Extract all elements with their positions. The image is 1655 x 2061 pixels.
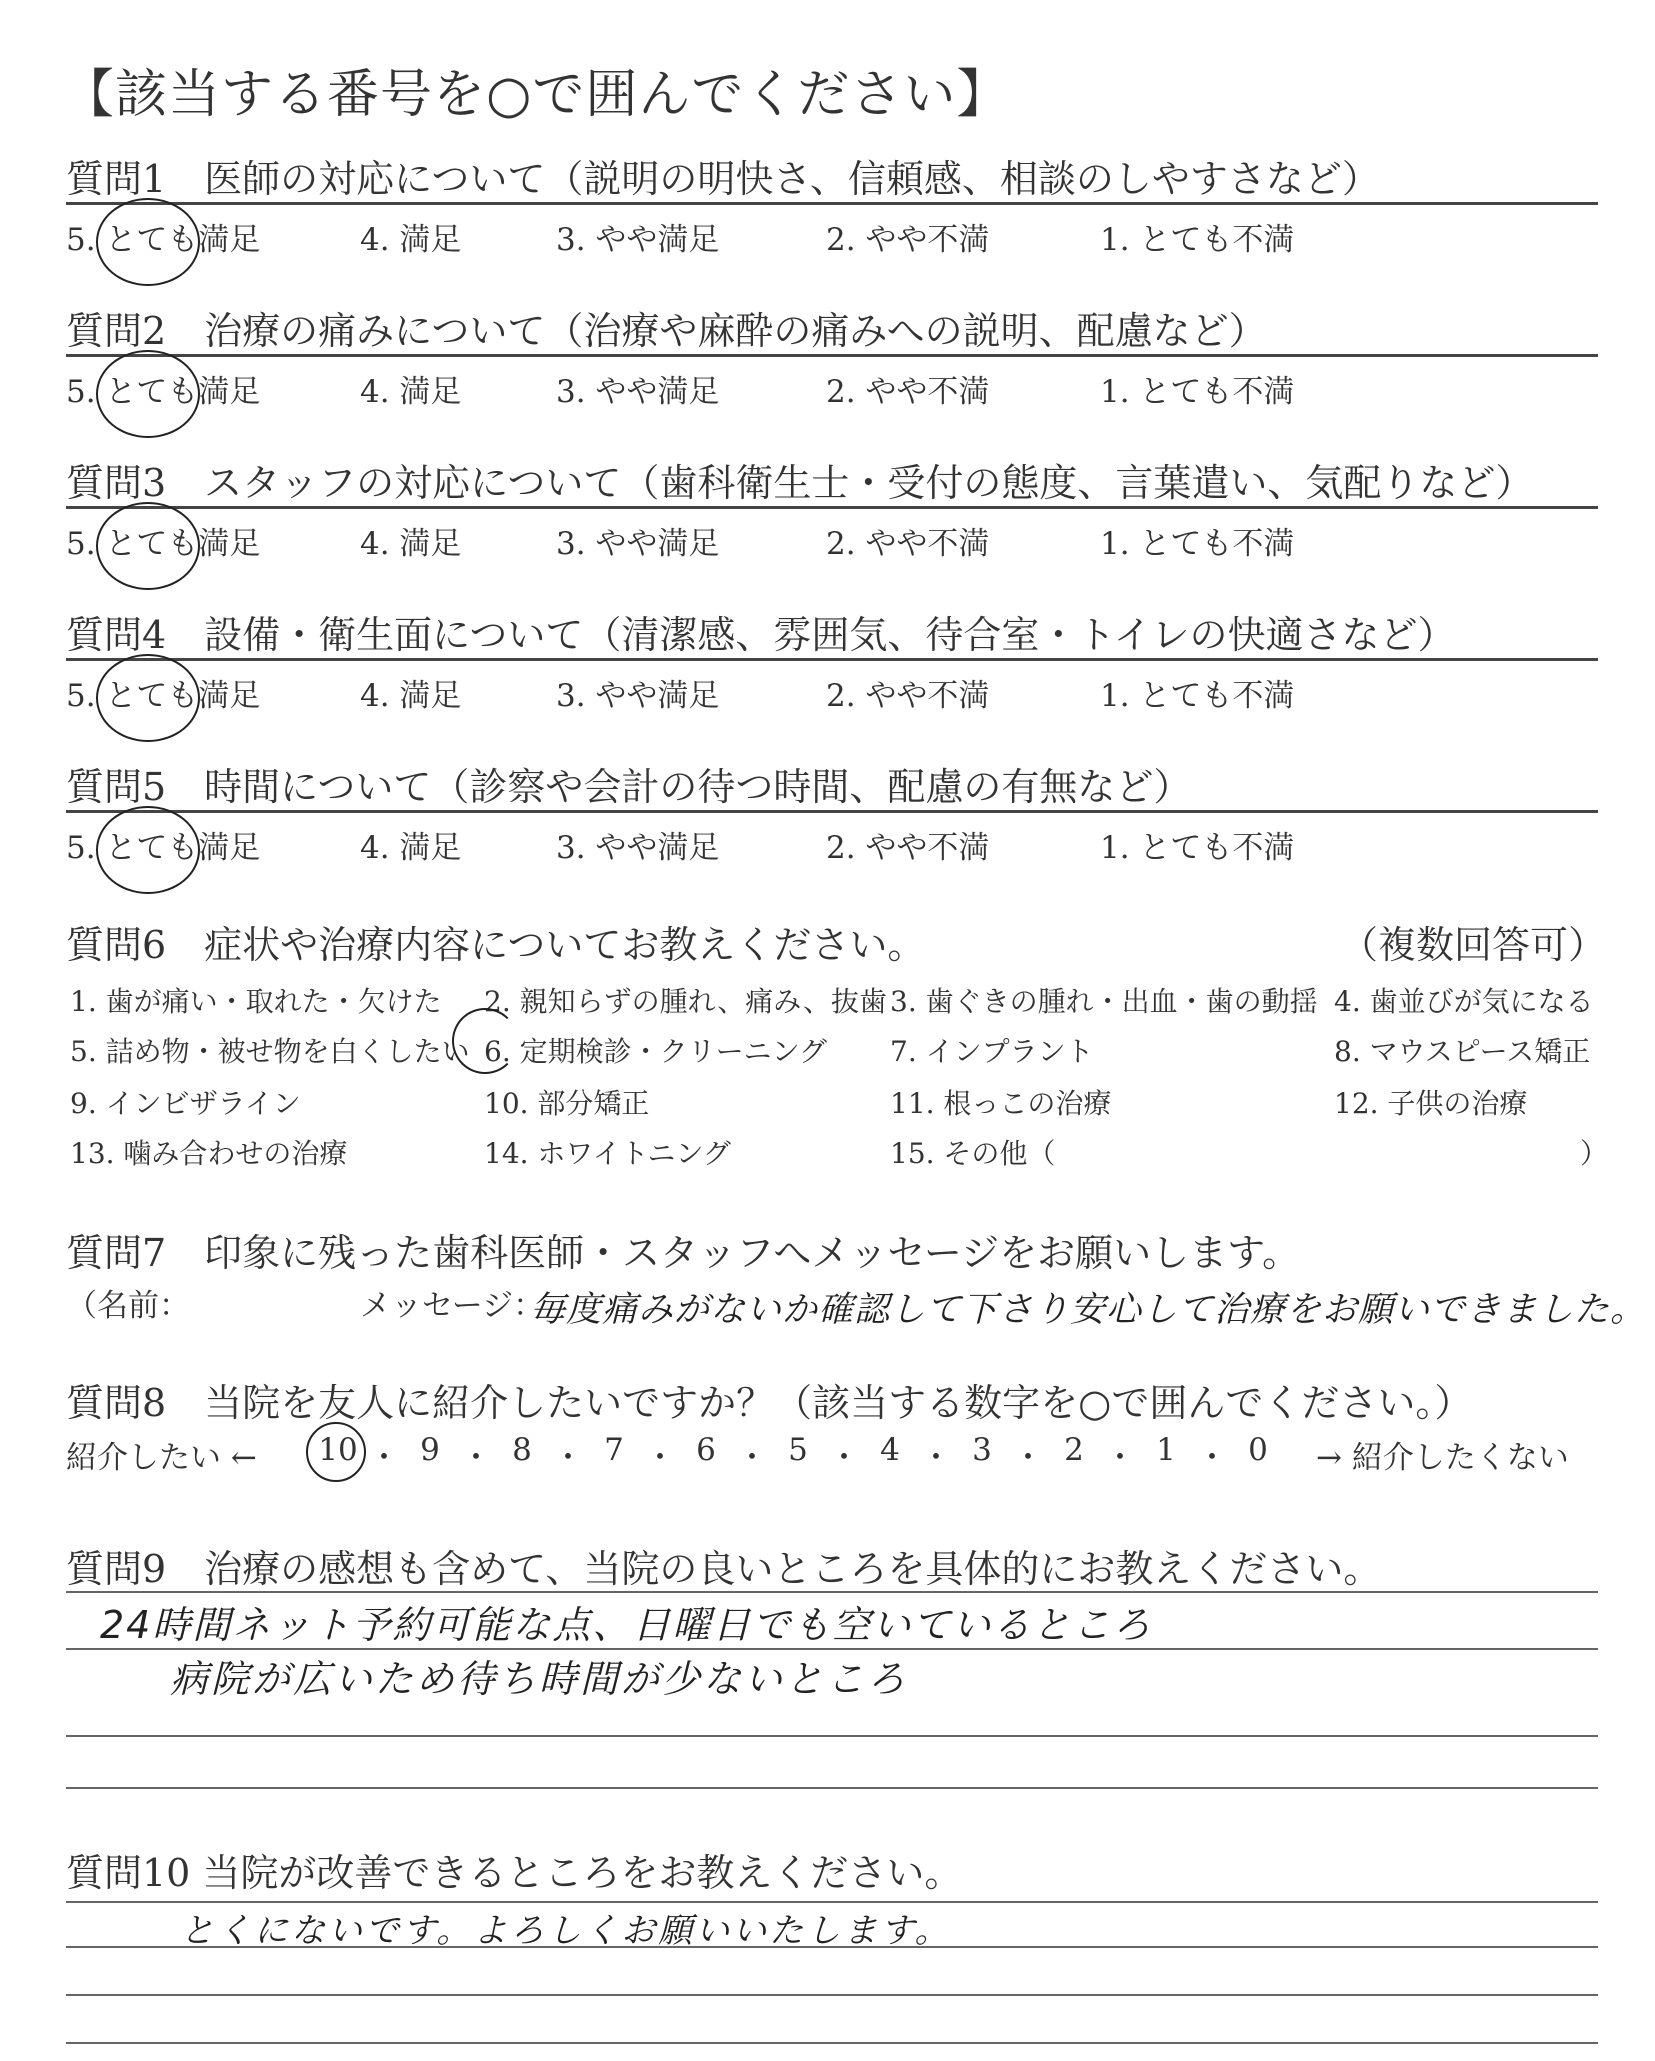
- q8-scale-10[interactable]: 10: [318, 1432, 358, 1468]
- q8-scale-4[interactable]: 4: [880, 1432, 900, 1468]
- q8-scale-1[interactable]: 1: [1156, 1432, 1176, 1468]
- q2-title: 質問2 治療の痛みについて（治療や麻酔の痛みへの説明、配慮など）: [66, 309, 1267, 353]
- q8-scale-5[interactable]: 5: [788, 1432, 808, 1468]
- q2-option-4[interactable]: 4. 満足: [360, 374, 462, 410]
- q6-option-1[interactable]: 1. 歯が痛い・取れた・欠けた: [70, 985, 442, 1018]
- q6-option-9[interactable]: 9. インビザライン: [70, 1087, 301, 1120]
- q5-rule: [66, 810, 1598, 813]
- q4-option-3[interactable]: 3. やや満足: [556, 678, 720, 714]
- q3-option-5[interactable]: 5. とても満足: [66, 526, 261, 562]
- q6-option-13[interactable]: 13. 噛み合わせの治療: [70, 1137, 348, 1170]
- q2-selection-circle: [96, 350, 200, 438]
- q5-title: 質問5 時間について（診察や会計の待つ時間、配慮の有無など）: [66, 765, 1192, 809]
- q10-line-3: [66, 1994, 1598, 1996]
- q9-line-4: [66, 1787, 1598, 1789]
- q8-scale-3[interactable]: 3: [972, 1432, 992, 1468]
- q6-option-6[interactable]: 6. 定期検診・クリーニング: [484, 1035, 828, 1068]
- q8-scale-6[interactable]: 6: [696, 1432, 716, 1468]
- q3-option-4[interactable]: 4. 満足: [360, 526, 462, 562]
- q9-answer-line1: 24時間ネット予約可能な点、日曜日でも空いているところ: [100, 1603, 1153, 1647]
- q4-option-2[interactable]: 2. やや不満: [826, 678, 990, 714]
- q1-selection-circle: [96, 198, 200, 286]
- q3-option-2[interactable]: 2. やや不満: [826, 526, 990, 562]
- q6-option-2[interactable]: 2. 親知らずの腫れ、痛み、抜歯: [484, 985, 887, 1018]
- q6-option-4[interactable]: 4. 歯並びが気になる: [1334, 985, 1594, 1018]
- q8-scale-dot: ・: [828, 1440, 860, 1476]
- q10-answer-handwriting: とくにないです。よろしくお願いいたします。: [180, 1911, 952, 1951]
- q3-selection-circle: [96, 502, 200, 590]
- q3-rule: [66, 506, 1598, 509]
- q1-option-2[interactable]: 2. やや不満: [826, 222, 990, 258]
- q6-option-10[interactable]: 10. 部分矯正: [484, 1087, 650, 1120]
- q9-answer-line2: 病院が広いため待ち時間が少ないところ: [170, 1657, 909, 1701]
- q8-scale-7[interactable]: 7: [604, 1432, 624, 1468]
- q8-title: 質問8 当院を友人に紹介したいですか？（該当する数字を○で囲んでください。）: [66, 1381, 1473, 1425]
- q4-option-1[interactable]: 1. とても不満: [1100, 678, 1295, 714]
- q6-option-12[interactable]: 12. 子供の治療: [1334, 1087, 1528, 1120]
- q1-option-1[interactable]: 1. とても不満: [1100, 222, 1295, 258]
- q5-option-4[interactable]: 4. 満足: [360, 830, 462, 866]
- q4-option-5[interactable]: 5. とても満足: [66, 678, 261, 714]
- q1-option-3[interactable]: 3. やや満足: [556, 222, 720, 258]
- q6-option-14[interactable]: 14. ホワイトニング: [484, 1137, 731, 1170]
- q8-scale-dot: ・: [1012, 1440, 1044, 1476]
- q7-name-label: （名前：: [66, 1288, 190, 1324]
- q7-title: 質問7 印象に残った歯科医師・スタッフへメッセージをお願いします。: [66, 1231, 1301, 1275]
- q1-option-4[interactable]: 4. 満足: [360, 222, 462, 258]
- q1-title: 質問1 医師の対応について（説明の明快さ、信頼感、相談のしやすさなど）: [66, 157, 1380, 201]
- q8-scale-dot: ・: [460, 1440, 492, 1476]
- q2-option-5[interactable]: 5. とても満足: [66, 374, 261, 410]
- q2-option-2[interactable]: 2. やや不満: [826, 374, 990, 410]
- q6-option-16[interactable]: ）: [1580, 1137, 1609, 1170]
- q8-scale-dot: ・: [644, 1440, 676, 1476]
- q3-title: 質問3 スタッフの対応について（歯科衛生士・受付の態度、言葉遣い、気配りなど）: [66, 461, 1534, 505]
- q8-scale-0[interactable]: 0: [1248, 1432, 1268, 1468]
- q6-option-15[interactable]: 15. その他（: [890, 1137, 1056, 1170]
- q6-option-5[interactable]: 5. 詰め物・被せ物を白くしたい: [70, 1035, 470, 1068]
- q5-option-2[interactable]: 2. やや不満: [826, 830, 990, 866]
- q4-option-4[interactable]: 4. 満足: [360, 678, 462, 714]
- q8-scale-8[interactable]: 8: [512, 1432, 532, 1468]
- q5-option-3[interactable]: 3. やや満足: [556, 830, 720, 866]
- survey-header: 【該当する番号を○で囲んでください】: [62, 65, 1010, 125]
- q3-option-3[interactable]: 3. やや満足: [556, 526, 720, 562]
- q2-option-1[interactable]: 1. とても不満: [1100, 374, 1295, 410]
- q8-scale-dot: ・: [920, 1440, 952, 1476]
- q6-selection-circle: [452, 1008, 518, 1074]
- q4-title: 質問4 設備・衛生面について（清潔感、雰囲気、待合室・トイレの快適さなど）: [66, 613, 1456, 657]
- q9-line-3: [66, 1735, 1598, 1737]
- q7-message-handwriting: 毎度痛みがないか確認して下さり安心して治療をお願いできました。: [530, 1290, 1647, 1330]
- q2-rule: [66, 354, 1598, 357]
- q8-scale-dot: ・: [368, 1440, 400, 1476]
- q5-option-5[interactable]: 5. とても満足: [66, 830, 261, 866]
- q4-selection-circle: [96, 654, 200, 742]
- q6-option-11[interactable]: 11. 根っこの治療: [890, 1087, 1112, 1120]
- q10-title: 質問10 当院が改善できるところをお教えください。: [66, 1851, 963, 1895]
- q6-option-7[interactable]: 7. インプラント: [890, 1035, 1094, 1068]
- q7-message-label: メッセージ：: [360, 1288, 545, 1324]
- q8-scale-dot: ・: [736, 1440, 768, 1476]
- q6-note: （複数回答可）: [1340, 923, 1607, 967]
- q6-option-3[interactable]: 3. 歯ぐきの腫れ・出血・歯の動揺: [890, 985, 1318, 1018]
- q5-option-1[interactable]: 1. とても不満: [1100, 830, 1295, 866]
- q8-selection-circle: [306, 1422, 366, 1482]
- q9-title: 質問9 治療の感想も含めて、当院の良いところを具体的にお教えください。: [66, 1547, 1382, 1591]
- q1-option-5[interactable]: 5. とても満足: [66, 222, 261, 258]
- q1-rule: [66, 202, 1598, 205]
- q8-left-label: 紹介したい ←: [66, 1440, 257, 1476]
- q2-option-3[interactable]: 3. やや満足: [556, 374, 720, 410]
- q8-scale-dot: ・: [1104, 1440, 1136, 1476]
- q4-rule: [66, 658, 1598, 661]
- q8-scale-9[interactable]: 9: [420, 1432, 440, 1468]
- q5-selection-circle: [96, 806, 200, 894]
- q6-title: 質問6 症状や治療内容についてお教えください。: [66, 923, 926, 967]
- q9-line-1: [66, 1591, 1598, 1593]
- q6-option-8[interactable]: 8. マウスピース矯正: [1334, 1035, 1591, 1068]
- q10-line-4: [66, 2042, 1598, 2044]
- q8-scale-dot: ・: [552, 1440, 584, 1476]
- q8-right-label: → 紹介したくない: [1316, 1440, 1569, 1476]
- q8-scale-dot: ・: [1196, 1440, 1228, 1476]
- q8-scale-2[interactable]: 2: [1064, 1432, 1084, 1468]
- q3-option-1[interactable]: 1. とても不満: [1100, 526, 1295, 562]
